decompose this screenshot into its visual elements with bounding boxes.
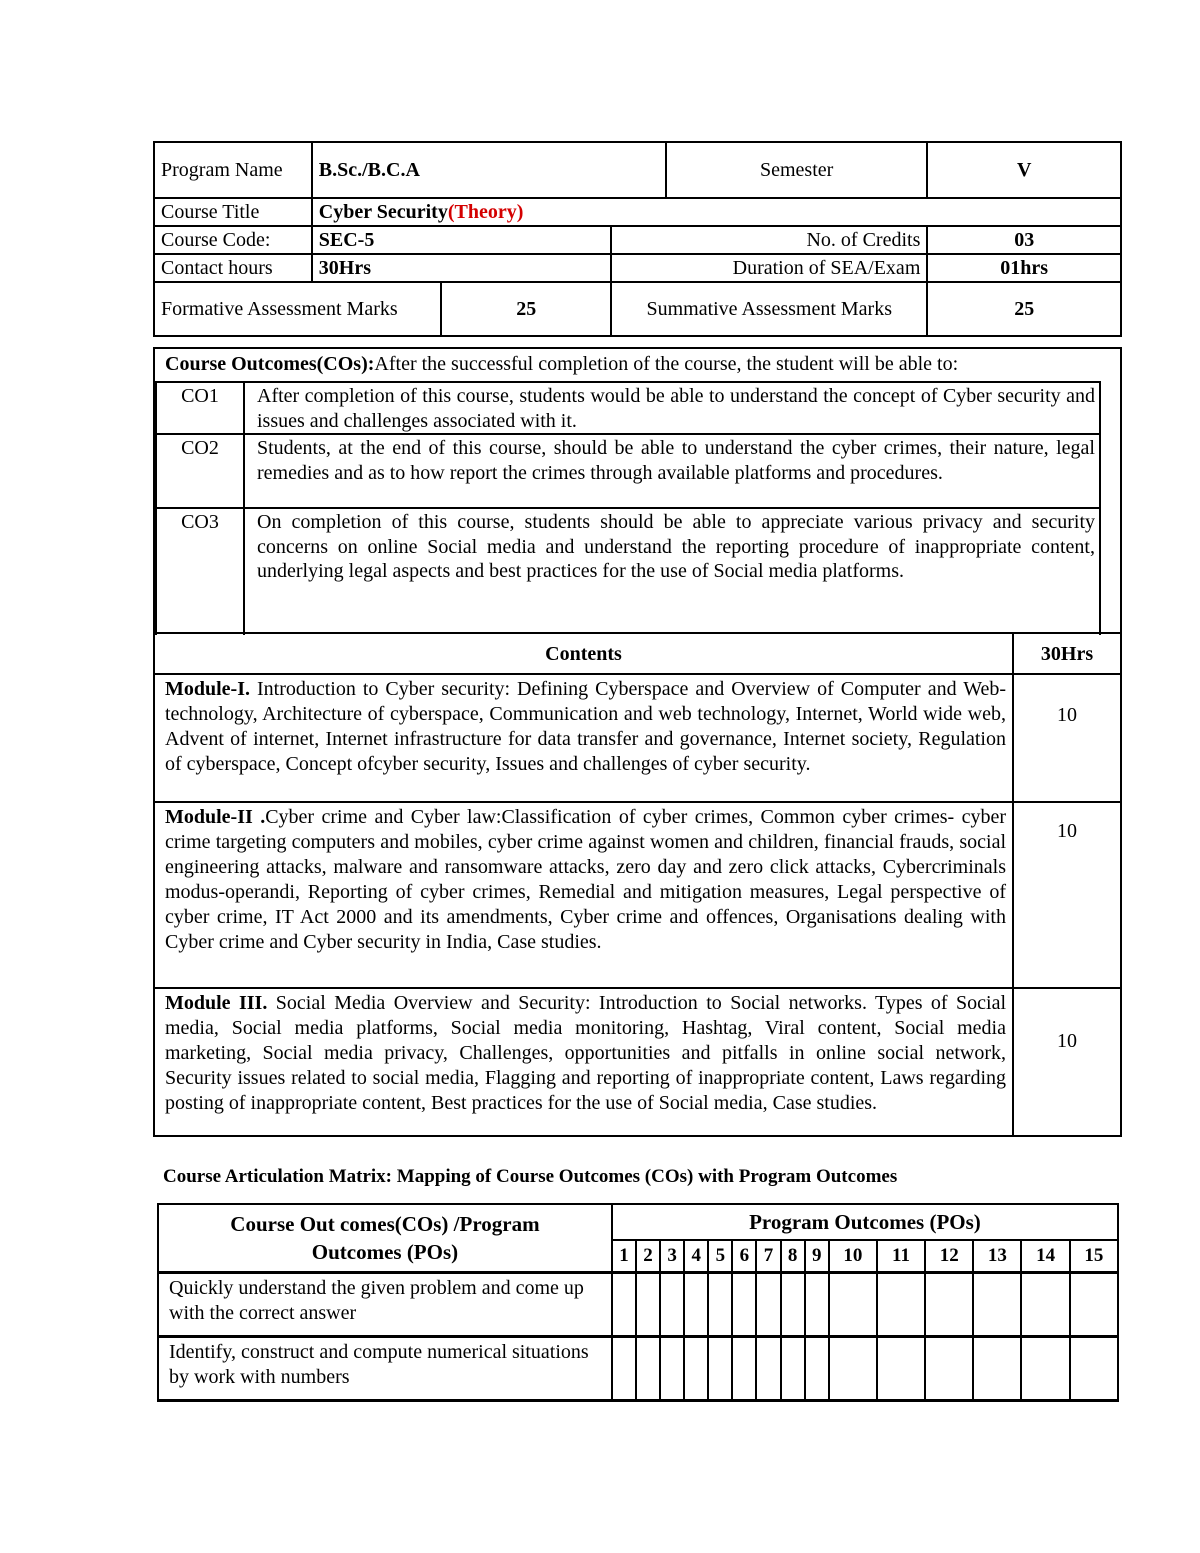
po-number: 5	[708, 1240, 732, 1272]
matrix-cell	[1070, 1336, 1118, 1400]
matrix-cell	[708, 1336, 732, 1400]
po-number: 7	[756, 1240, 780, 1272]
matrix-cell	[805, 1336, 829, 1400]
matrix-cell	[732, 1336, 756, 1400]
module-body: Social Media Overview and Security: Introduction to Social networks. Types of Social media, Social media platforms, Social media monitoring, Hashtag, Viral content, Social media marketing, Social media privacy, Challenges, opportunities and pitfalls in online social network, Security issues related to social media, Flagging and reporting of inappropriate content, Laws regarding posting of inappropriate content, Best practices for the use of Social media, Case studies.	[165, 992, 1007, 1114]
course-code-value: SEC-5	[312, 226, 611, 254]
co-id: CO3	[156, 508, 244, 635]
matrix-row	[158, 1272, 1118, 1336]
matrix-cell	[684, 1336, 708, 1400]
po-number: 9	[805, 1240, 829, 1272]
matrix-cell	[636, 1272, 660, 1336]
po-number: 13	[973, 1240, 1021, 1272]
articulation-matrix-table	[157, 1203, 1119, 1402]
course-title-value	[312, 198, 1121, 226]
matrix-cell	[756, 1272, 780, 1336]
module-row	[154, 802, 1121, 988]
module-row	[154, 988, 1121, 1136]
co-id: CO1	[156, 382, 244, 434]
program-name-value: B.Sc./B.C.A	[312, 142, 666, 198]
contact-hours-label: Contact hours	[154, 254, 312, 282]
matrix-cell	[973, 1336, 1021, 1400]
matrix-cell	[612, 1336, 636, 1400]
matrix-cell	[925, 1336, 973, 1400]
co-id: CO2	[156, 434, 244, 508]
matrix-cell	[732, 1272, 756, 1336]
co-text: On completion of this course, students should be able to appreciate various privacy and security concerns on online Social media and understand the reporting procedure of inappropriate content, underlying legal aspects and best practices for the use of Social media platforms.	[244, 508, 1100, 635]
matrix-cell	[805, 1272, 829, 1336]
matrix-cell	[660, 1272, 684, 1336]
course-outcomes-title-bold: Course Outcomes(COs):	[165, 353, 375, 375]
matrix-cell	[612, 1272, 636, 1336]
summative-value: 25	[927, 282, 1121, 336]
module-hours: 10	[1013, 802, 1121, 988]
course-code-label: Course Code:	[154, 226, 312, 254]
contents-table	[153, 632, 1122, 1137]
po-number: 12	[925, 1240, 973, 1272]
matrix-cell	[877, 1336, 925, 1400]
contents-header: Contents	[154, 633, 1013, 674]
matrix-cell	[973, 1272, 1021, 1336]
po-number: 6	[732, 1240, 756, 1272]
module-title: Module III.	[165, 992, 268, 1014]
co-text: After completion of this course, students would be able to understand the concept of Cyber security and issues and challenges associated with it.	[244, 382, 1100, 434]
duration-value: 01hrs	[927, 254, 1121, 282]
course-title-suffix: (Theory)	[447, 201, 524, 223]
matrix-row-label: Quickly understand the given problem and come up with the correct answer	[158, 1272, 612, 1336]
co-row	[156, 508, 1100, 635]
matrix-cell	[781, 1336, 805, 1400]
module-row	[154, 674, 1121, 802]
course-outcomes-title-rest: After the successful completion of the course, the student will be able to:	[374, 353, 959, 375]
matrix-left-header: Course Out comes(COs) /Program Outcomes (POs)	[158, 1204, 612, 1272]
course-title-label: Course Title	[154, 198, 312, 226]
contact-hours-value: 30Hrs	[312, 254, 611, 282]
semester-value: V	[927, 142, 1121, 198]
matrix-cell	[708, 1272, 732, 1336]
duration-label: Duration of SEA/Exam	[611, 254, 927, 282]
contents-hours-header: 30Hrs	[1013, 633, 1121, 674]
po-number: 1	[612, 1240, 636, 1272]
po-number: 2	[636, 1240, 660, 1272]
matrix-cell	[756, 1336, 780, 1400]
matrix-cell	[829, 1336, 877, 1400]
po-header: Program Outcomes (POs)	[612, 1204, 1118, 1240]
module-text	[154, 674, 1013, 802]
co-row	[156, 434, 1100, 508]
matrix-cell	[1021, 1336, 1069, 1400]
program-name-label: Program Name	[154, 142, 312, 198]
po-number: 14	[1021, 1240, 1069, 1272]
matrix-caption: Course Articulation Matrix: Mapping of Course Outcomes (COs) with Program Outcomes	[163, 1166, 898, 1187]
module-hours: 10	[1013, 988, 1121, 1136]
matrix-row	[158, 1336, 1118, 1400]
module-body: Introduction to Cyber security: Defining Cyberspace and Overview of Computer and Web-technology, Architecture of cyberspace, Communication and web technology, Internet, World wide web, Advent of internet, Internet infrastructure for data transfer and governance, Internet society, Regulation of cyberspace, Concept ofcyber security, Issues and challenges of cyber security.	[165, 678, 1006, 775]
po-number: 4	[684, 1240, 708, 1272]
matrix-cell	[877, 1272, 925, 1336]
module-title: Module-II .	[165, 806, 266, 828]
co-text: Students, at the end of this course, should be able to understand the cyber crimes, their nature, legal remedies and as to how report the crimes through available platforms and procedures.	[244, 434, 1100, 508]
module-hours: 10	[1013, 674, 1121, 802]
course-outcomes-table	[155, 381, 1101, 635]
matrix-cell	[636, 1336, 660, 1400]
matrix-cell	[925, 1272, 973, 1336]
po-number: 10	[829, 1240, 877, 1272]
matrix-cell	[829, 1272, 877, 1336]
matrix-cell	[684, 1272, 708, 1336]
course-title-main: Cyber Security	[318, 201, 448, 223]
matrix-cell	[781, 1272, 805, 1336]
course-outcomes-title	[165, 352, 958, 376]
matrix-cell	[1021, 1272, 1069, 1336]
summative-label: Summative Assessment Marks	[611, 282, 927, 336]
po-number: 8	[781, 1240, 805, 1272]
po-number: 11	[877, 1240, 925, 1272]
semester-label: Semester	[666, 142, 927, 198]
course-header-table	[153, 141, 1122, 337]
matrix-cell	[660, 1336, 684, 1400]
matrix-row-label: Identify, construct and compute numerical situations by work with numbers	[158, 1336, 612, 1400]
course-outcomes-section	[153, 347, 1122, 634]
formative-label: Formative Assessment Marks	[154, 282, 441, 336]
module-text	[154, 802, 1013, 988]
po-number: 15	[1070, 1240, 1118, 1272]
module-title: Module-I.	[165, 678, 250, 700]
co-row	[156, 382, 1100, 434]
credits-label: No. of Credits	[611, 226, 927, 254]
formative-value: 25	[441, 282, 611, 336]
credits-value: 03	[927, 226, 1121, 254]
matrix-cell	[1070, 1272, 1118, 1336]
module-text	[154, 988, 1013, 1136]
po-number: 3	[660, 1240, 684, 1272]
module-body: Cyber crime and Cyber law:Classification of cyber crimes, Common cyber crimes- cyber crime targeting computers and mobiles, cyber crime against women and children, financial frauds, social engineering attacks, malware and ransomware attacks, zero day and zero click attacks, Cybercriminals modus-operandi, Reporting of cyber crimes, Remedial and mitigation measures, Legal perspective of cyber crime, IT Act 2000 and its amendments, Cyber crime and offences, Organisations dealing with Cyber crime and Cyber security in India, Case studies.	[165, 806, 1006, 953]
